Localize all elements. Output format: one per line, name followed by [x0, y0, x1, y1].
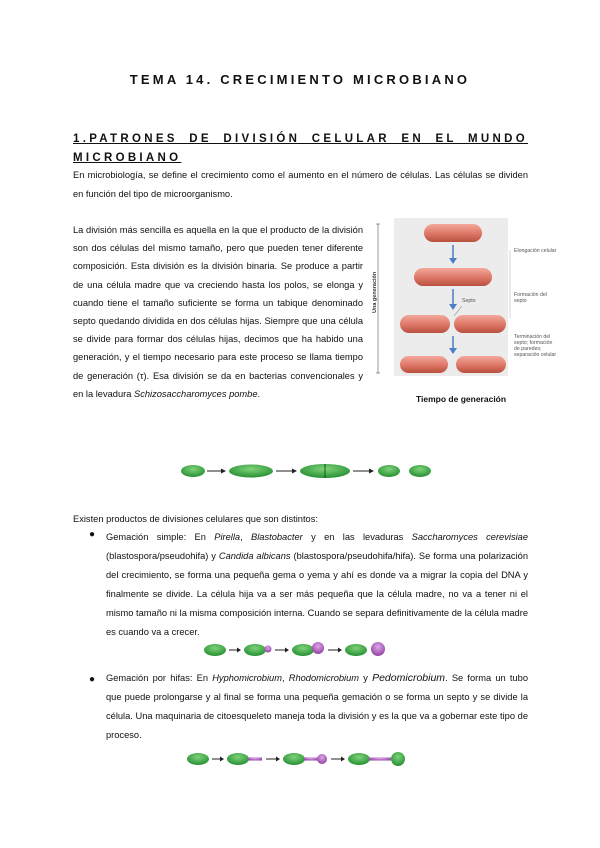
binary-division-strip [178, 462, 438, 480]
budding-sep1: , [240, 532, 252, 542]
budding-term: Gemación simple: En [106, 532, 215, 542]
section-heading-line2: MICROBIANO [73, 152, 182, 164]
binary-fission-diagram [374, 218, 560, 390]
budding-org2: Blastobacter [251, 532, 303, 542]
types-intro: Existen productos de divisiones celulares que son distintos: [73, 514, 318, 524]
budding-paragraph [106, 528, 528, 642]
cell-stage-4 [456, 356, 506, 373]
label-elongation: Elongación celular [514, 248, 557, 254]
cell-stage-1 [424, 224, 482, 242]
cell-stage-3 [454, 315, 506, 333]
binary-text: La división más sencilla es aquella en la que el producto de la división son dos células del mismo tamaño, pero que pueden tener diferente composición. Esta división es la división binaria. Se produce a partir de una célula madre que va creciendo hasta los polos, se elonga y cuando tiene el tamaño suficiente se forma un tabique denominado septo quedando dividida en dos células hijas. Siempre que una célula se divide para formar dos células hijas, decimos que ha habido una generación, y el tiempo necesario para este proceso se llama tiempo de generación (τ). Esa división se da en bacterias convencionales y en la levadura [73, 225, 363, 399]
cell-stage-2 [414, 268, 492, 286]
binary-fission-figure [374, 218, 560, 408]
hyphae-mid1: y [359, 673, 373, 683]
intro-paragraph: En microbiología, se define el crecimiento como el aumento en el número de células. Las células se dividen en función del tipo de microorganismo. [73, 170, 528, 199]
binary-species: Schizosaccharomyces pombe [134, 388, 258, 399]
figure-vertical-label: Una generación [372, 271, 378, 313]
hyphae-org2: Rhodomicrobium [288, 673, 360, 683]
hyphae-org3: Pedomicrobium [372, 672, 446, 684]
section-heading-line1: 1.PATRONES DE DIVISIÓN CELULAR EN EL MUNDO [73, 133, 528, 145]
hyphae-strip [186, 749, 426, 769]
label-septum-formation: Formación del septo [514, 292, 547, 304]
hyphae-sep1: , [281, 673, 289, 683]
budding-org4: Candida albicans [218, 551, 291, 561]
label-septum: Septo [462, 298, 476, 304]
hyphae-rest: . Se forma un tubo que puede prolongarse y al final se forma una pequeña gemación o se forma un septo y se divide la célula. Una maquinaria de citoesqueleto maneja toda la división y es la que va a gobernar este tipo de proceso. [106, 673, 528, 740]
budding-mid2: (blastospora/pseudohifa) y [106, 551, 219, 561]
hyphae-org1: Hyphomicrobium [212, 673, 282, 683]
hyphae-term: Gemación por hifas: En [106, 673, 213, 683]
budding-rest: (blastospora/pseudohifa/hifa). Se forma una polarización del crecimiento, se forma una pequeña gema o yema y ahí es donde va a migrar la copia del DNA y finalmente se divide. La célula hija va a ser más pequeña que la célula madre, no va a tener ni el mismo tamaño ni la misma composición interna. Cuando se separa definitivamente de la célula madre es cuando va a crecer. [106, 551, 528, 637]
binary-division-paragraph [73, 221, 363, 403]
budding-org3: Saccharomyces cerevisiae [411, 532, 528, 542]
page-title: TEMA 14. CRECIMIENTO MICROBIANO [129, 72, 471, 87]
binary-end: . [257, 388, 261, 399]
bullet-dot: ● [89, 674, 96, 685]
bullet-dot: ● [89, 529, 96, 540]
label-termination: Terminación del septo; formación de paredes; separación celular [514, 334, 557, 358]
hyphae-paragraph [106, 669, 528, 745]
budding-org1: Pirella [214, 532, 241, 542]
figure-caption: Tiempo de generación [416, 394, 507, 404]
budding-strip [203, 641, 403, 659]
budding-mid1: y en las levaduras [302, 532, 412, 542]
